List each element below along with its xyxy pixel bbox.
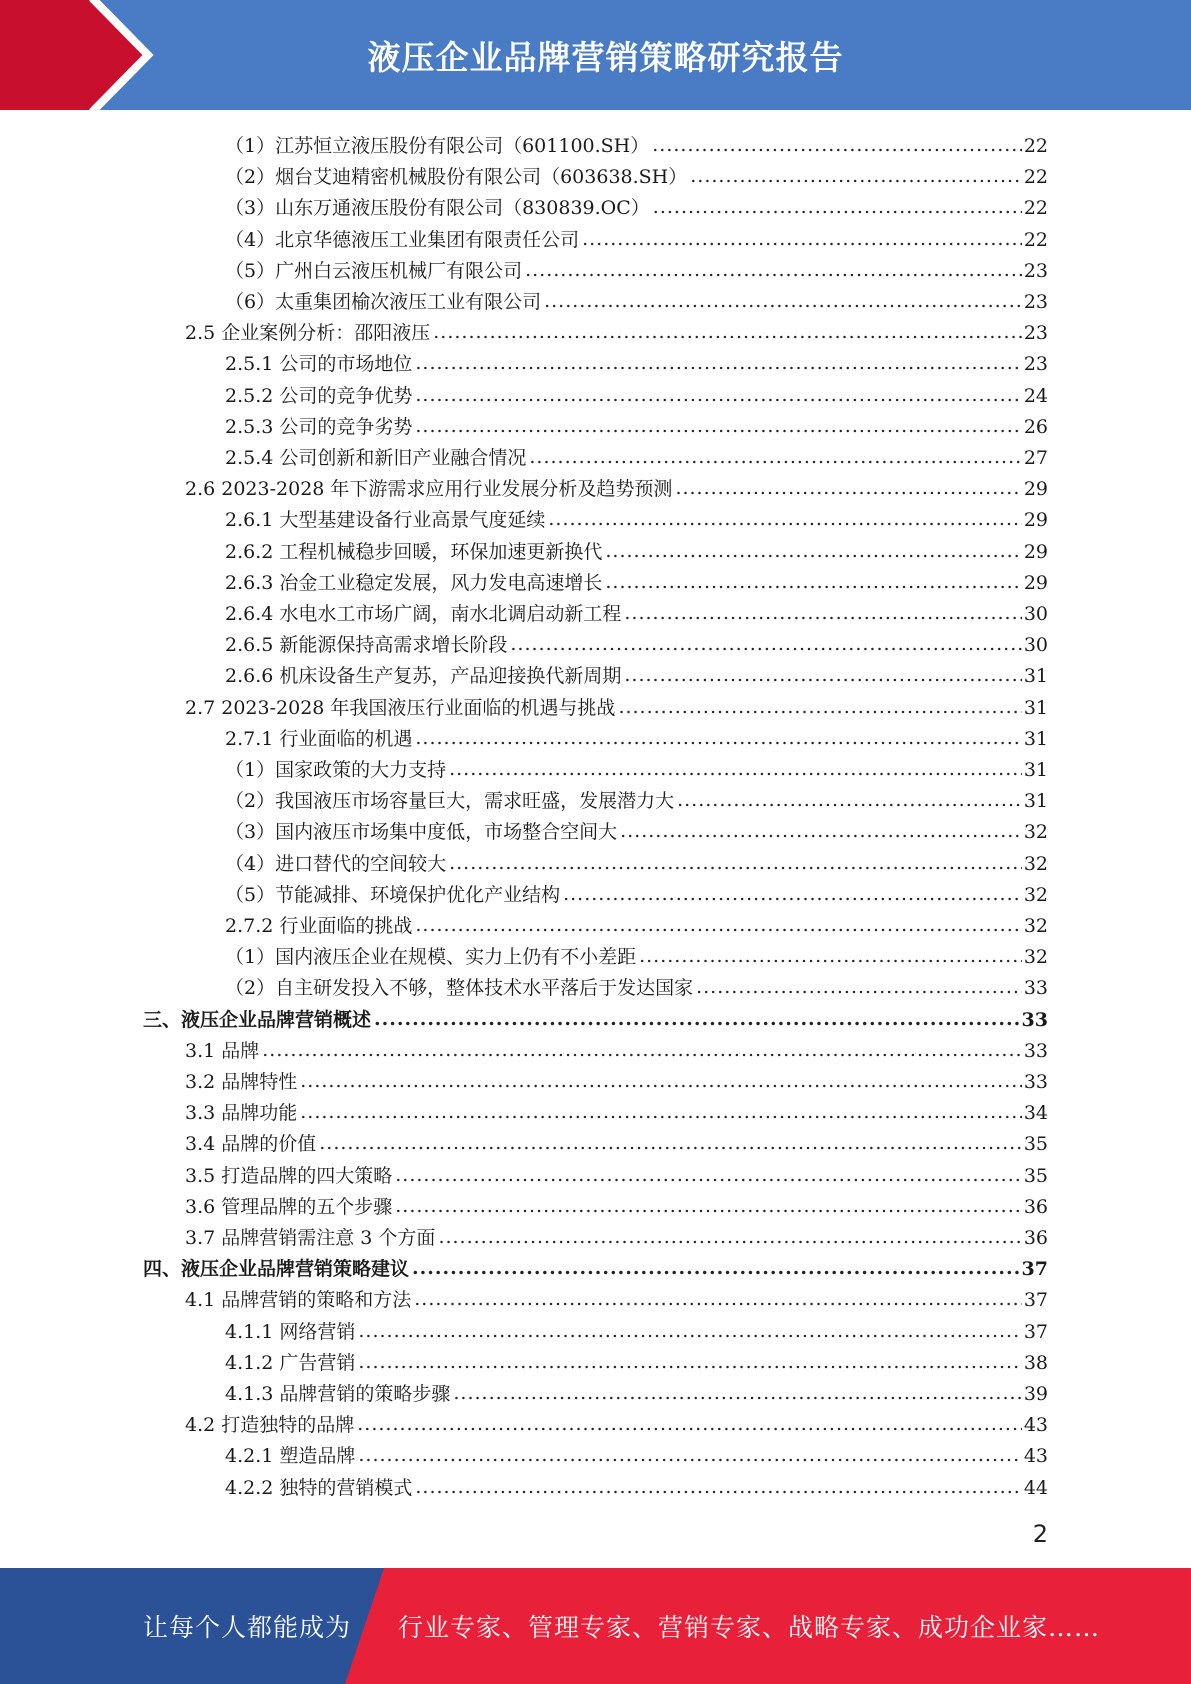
footer-slogan-right: 行业专家、管理专家、营销专家、战略专家、成功企业家…… (398, 1613, 1101, 1642)
toc-entry-page: 31 (1023, 759, 1048, 781)
toc-entry-label: 4.1.3 品牌营销的策略步骤 (225, 1383, 451, 1405)
toc-entry-label: 4.1 品牌营销的策略和方法 (185, 1289, 412, 1312)
toc-entry-page: 34 (1023, 1102, 1048, 1125)
toc-entry-page: 31 (1023, 727, 1048, 750)
toc-entry[interactable] (143, 1001, 1048, 1031)
toc-entry-label: 4.2.1 塑造品牌 (225, 1445, 356, 1468)
toc-dot-leader (582, 228, 1022, 250)
toc-entry[interactable] (185, 1219, 1048, 1249)
toc-dot-leader (453, 1382, 1021, 1404)
toc-entry-label: 3.1 品牌 (185, 1039, 260, 1062)
toc-entry-page: 32 (1023, 946, 1048, 969)
toc-entry[interactable] (225, 657, 1048, 687)
toc-entry[interactable] (185, 1188, 1048, 1218)
toc-dot-leader (415, 384, 1021, 406)
toc-entry-page: 30 (1023, 603, 1048, 625)
toc-entry[interactable] (225, 782, 1048, 812)
toc-entry-page: 22 (1023, 228, 1048, 251)
toc-dot-leader (605, 540, 1021, 562)
toc-entry-label: 2.6.4 水电水工市场广阔，南水北调启动新工程 (225, 603, 622, 625)
toc-entry-page: 39 (1023, 1383, 1048, 1405)
toc-entry[interactable] (185, 1157, 1048, 1187)
toc-dot-leader (449, 758, 1022, 780)
toc-entry[interactable] (225, 252, 1048, 282)
toc-entry-page: 23 (1023, 353, 1048, 376)
toc-entry[interactable] (225, 189, 1048, 219)
toc-entry-label: 四、液压企业品牌营销策略建议 (143, 1258, 410, 1281)
toc-entry[interactable] (225, 501, 1048, 531)
toc-entry-page: 31 (1023, 665, 1048, 688)
toc-entry-page: 43 (1023, 1445, 1048, 1468)
toc-entry[interactable] (225, 377, 1048, 407)
toc-entry-label: 3.6 管理品牌的五个步骤 (185, 1195, 393, 1218)
toc-entry-label: 4.1.1 网络营销 (225, 1320, 356, 1343)
toc-entry-label: 2.7.2 行业面临的挑战 (225, 915, 413, 937)
toc-entry-page: 37 (1021, 1258, 1048, 1281)
toc-entry-label: 2.7.1 行业面临的机遇 (225, 727, 413, 750)
toc-entry[interactable] (225, 969, 1048, 999)
toc-entry-label: 3.2 品牌特性 (185, 1071, 298, 1093)
toc-dot-leader (675, 477, 1021, 499)
toc-entry-label: （1）国家政策的大力支持 (225, 759, 447, 781)
toc-entry[interactable] (225, 439, 1048, 469)
toc-entry-label: 2.5.2 公司的竞争优势 (225, 384, 413, 407)
toc-entry-label: 4.2 打造独特的品牌 (185, 1414, 355, 1437)
toc-entry-label: 2.5.1 公司的市场地位 (225, 353, 413, 376)
toc-dot-leader (525, 259, 1022, 281)
toc-dot-leader (415, 1476, 1021, 1498)
toc-entry[interactable] (185, 1094, 1048, 1124)
toc-entry[interactable] (225, 907, 1048, 937)
toc-entry-page: 29 (1023, 540, 1048, 563)
toc-entry-page: 23 (1023, 322, 1048, 345)
toc-dot-leader (358, 1444, 1021, 1466)
toc-entry-page: 33 (1021, 1008, 1048, 1031)
toc-dot-leader (415, 352, 1021, 374)
toc-dot-leader (563, 883, 1022, 905)
toc-entry-label: 2.6.5 新能源保持高需求增长阶段 (225, 634, 508, 657)
toc-entry-label: 三、液压企业品牌营销概述 (143, 1008, 372, 1031)
toc-dot-leader (529, 446, 1021, 468)
toc-entry-page: 33 (1023, 977, 1048, 1000)
toc-entry-label: （3）山东万通液压股份有限公司（830839.OC） (225, 197, 650, 220)
toc-entry[interactable] (225, 626, 1048, 656)
toc-entry[interactable] (225, 408, 1048, 438)
toc-entry-page: 37 (1023, 1289, 1048, 1312)
toc-entry-page: 26 (1023, 415, 1048, 438)
toc-entry-page: 32 (1023, 915, 1048, 937)
toc-entry-label: （2）我国液压市场容量巨大，需求旺盛，发展潜力大 (225, 790, 675, 813)
toc-entry-page: 33 (1023, 1071, 1048, 1093)
toc-entry-page: 29 (1023, 478, 1048, 501)
toc-dot-leader (624, 664, 1021, 686)
toc-entry[interactable] (143, 1250, 1048, 1280)
toc-entry[interactable] (185, 1406, 1048, 1436)
toc-entry[interactable] (225, 876, 1048, 906)
toc-entry-label: 2.6.2 工程机械稳步回暖，环保加速更新换代 (225, 540, 603, 563)
toc-entry[interactable] (225, 127, 1048, 157)
toc-entry-page: 22 (1023, 166, 1048, 189)
toc-entry-page: 32 (1023, 883, 1048, 906)
toc-entry-page: 37 (1023, 1320, 1048, 1343)
toc-dot-leader (262, 1039, 1022, 1061)
toc-entry[interactable] (225, 283, 1048, 313)
toc-entry[interactable] (225, 221, 1048, 251)
page-number: 2 (1032, 1520, 1048, 1548)
toc-entry-page: 35 (1023, 1164, 1048, 1187)
toc-dot-leader (414, 1288, 1022, 1310)
toc-entry[interactable] (185, 314, 1048, 344)
toc-dot-leader (639, 945, 1022, 967)
toc-dot-leader (548, 508, 1021, 530)
toc-entry-label: （4）北京华德液压工业集团有限责任公司 (225, 228, 580, 251)
toc-entry[interactable] (185, 1281, 1048, 1311)
toc-dot-leader (319, 1132, 1022, 1154)
toc-dot-leader (620, 820, 1022, 842)
toc-entry-page: 32 (1023, 821, 1048, 844)
toc-entry-label: （2）烟台艾迪精密机械股份有限公司（603638.SH） (225, 166, 688, 189)
toc-entry[interactable] (225, 813, 1048, 843)
toc-entry[interactable] (225, 158, 1048, 188)
toc-entry-label: （3）国内液压市场集中度低，市场整合空间大 (225, 821, 618, 844)
toc-entry-label: （1）江苏恒立液压股份有限公司（601100.SH） (225, 135, 650, 157)
toc-entry-label: 4.1.2 广告营销 (225, 1351, 356, 1374)
toc-dot-leader (605, 571, 1021, 593)
toc-dot-leader (395, 1164, 1022, 1186)
toc-entry-label: 3.7 品牌营销需注意 3 个方面 (185, 1227, 436, 1249)
toc-entry[interactable] (225, 1313, 1048, 1343)
footer-slogan-left: 让每个人都能成为 (143, 1613, 352, 1642)
toc-entry-label: 2.5 企业案例分析：邵阳液压 (185, 322, 431, 345)
toc-entry-label: 3.3 品牌功能 (185, 1102, 298, 1125)
toc-entry[interactable] (225, 720, 1048, 750)
toc-entry-page: 35 (1023, 1133, 1048, 1156)
chevron-red-shape (0, 0, 145, 110)
toc-dot-leader (300, 1101, 1022, 1123)
report-header (0, 0, 1191, 110)
toc-entry-label: 3.5 打造品牌的四大策略 (185, 1164, 393, 1187)
toc-entry[interactable] (185, 1032, 1048, 1062)
toc-dot-leader (652, 134, 1022, 156)
toc-dot-leader (624, 602, 1021, 624)
toc-dot-leader (357, 1413, 1022, 1435)
toc-entry-label: 2.7 2023-2028 年我国液压行业面临的机遇与挑战 (185, 696, 616, 719)
toc-entry[interactable] (225, 1437, 1048, 1467)
toc-dot-leader (690, 165, 1022, 187)
toc-entry-label: （5）广州白云液压机械厂有限公司 (225, 259, 523, 282)
toc-entry-page: 36 (1023, 1227, 1048, 1249)
toc-dot-leader (653, 196, 1022, 218)
toc-entry-label: 2.5.4 公司创新和新旧产业融合情况 (225, 447, 527, 469)
toc-entry[interactable] (225, 595, 1048, 625)
toc-entry-label: （6）太重集团榆次液压工业有限公司 (225, 291, 542, 313)
toc-entry[interactable] (185, 1125, 1048, 1155)
toc-dot-leader (618, 696, 1021, 718)
toc-entry[interactable] (185, 470, 1048, 500)
toc-dot-leader (300, 1070, 1022, 1092)
toc-entry[interactable] (225, 1375, 1048, 1405)
toc-entry-page: 22 (1023, 197, 1048, 220)
toc-entry[interactable] (185, 689, 1048, 719)
toc-entry-page: 31 (1023, 790, 1048, 813)
toc-entry-label: （4）进口替代的空间较大 (225, 852, 447, 875)
toc-entry[interactable] (225, 1469, 1048, 1499)
toc-entry-label: （5）节能减排、环境保护优化产业结构 (225, 883, 561, 906)
toc-entry[interactable] (225, 564, 1048, 594)
toc-entry-label: 2.6 2023-2028 年下游需求应用行业发展分析及趋势预测 (185, 478, 673, 501)
toc-entry-page: 22 (1023, 135, 1048, 157)
toc-entry-page: 24 (1023, 384, 1048, 407)
toc-entry[interactable] (225, 751, 1048, 781)
chevron-arrow-icon (0, 0, 160, 110)
toc-entry[interactable] (225, 345, 1048, 375)
toc-dot-leader (449, 852, 1022, 874)
toc-entry-label: （2）自主研发投入不够，整体技术水平落后于发达国家 (225, 977, 694, 1000)
toc-dot-leader (544, 290, 1022, 312)
toc-entry[interactable] (225, 1344, 1048, 1374)
toc-entry-page: 32 (1023, 852, 1048, 875)
toc-entry-page: 23 (1023, 259, 1048, 282)
toc-entry-page: 33 (1023, 1039, 1048, 1062)
toc-dot-leader (415, 415, 1021, 437)
toc-entry-label: 3.4 品牌的价值 (185, 1133, 317, 1156)
toc-dot-leader (438, 1226, 1021, 1248)
toc-entry-page: 29 (1023, 571, 1048, 594)
toc-entry[interactable] (225, 533, 1048, 563)
report-title: 液压企业品牌营销策略研究报告 (367, 37, 844, 77)
report-footer (0, 1568, 1191, 1684)
toc-entry[interactable] (225, 845, 1048, 875)
toc-dot-leader (358, 1320, 1021, 1342)
toc-dot-leader (433, 321, 1022, 343)
toc-entry-label: 2.6.3 冶金工业稳定发展，风力发电高速增长 (225, 571, 603, 594)
toc-entry-page: 44 (1023, 1476, 1048, 1499)
toc-entry-page: 29 (1023, 509, 1048, 532)
toc-dot-leader (415, 727, 1021, 749)
toc-entry-page: 38 (1023, 1351, 1048, 1374)
toc-dot-leader (415, 914, 1021, 936)
toc-dot-leader (696, 976, 1022, 998)
toc-entry-page: 43 (1023, 1414, 1048, 1437)
toc-dot-leader (395, 1195, 1022, 1217)
toc-dot-leader (677, 789, 1022, 811)
toc-entry-label: 2.5.3 公司的竞争劣势 (225, 415, 413, 438)
toc-dot-leader (374, 1008, 1020, 1030)
toc-entry-label: 4.2.2 独特的营销模式 (225, 1476, 413, 1499)
toc-dot-leader (510, 633, 1021, 655)
toc-entry-label: 2.6.1 大型基建设备行业高景气度延续 (225, 509, 546, 532)
toc-entry[interactable] (185, 1063, 1048, 1093)
toc-entry-page: 31 (1023, 696, 1048, 719)
toc-entry-page: 30 (1023, 634, 1048, 657)
toc-dot-leader (358, 1351, 1021, 1373)
toc-entry-page: 23 (1023, 291, 1048, 313)
toc-entry-label: （1）国内液压企业在规模、实力上仍有不小差距 (225, 946, 637, 969)
toc-entry-page: 27 (1023, 447, 1048, 469)
toc-dot-leader (412, 1257, 1020, 1279)
toc-entry[interactable] (225, 938, 1048, 968)
toc-entry-label: 2.6.6 机床设备生产复苏，产品迎接换代新周期 (225, 665, 622, 688)
toc-entry-page: 36 (1023, 1195, 1048, 1218)
